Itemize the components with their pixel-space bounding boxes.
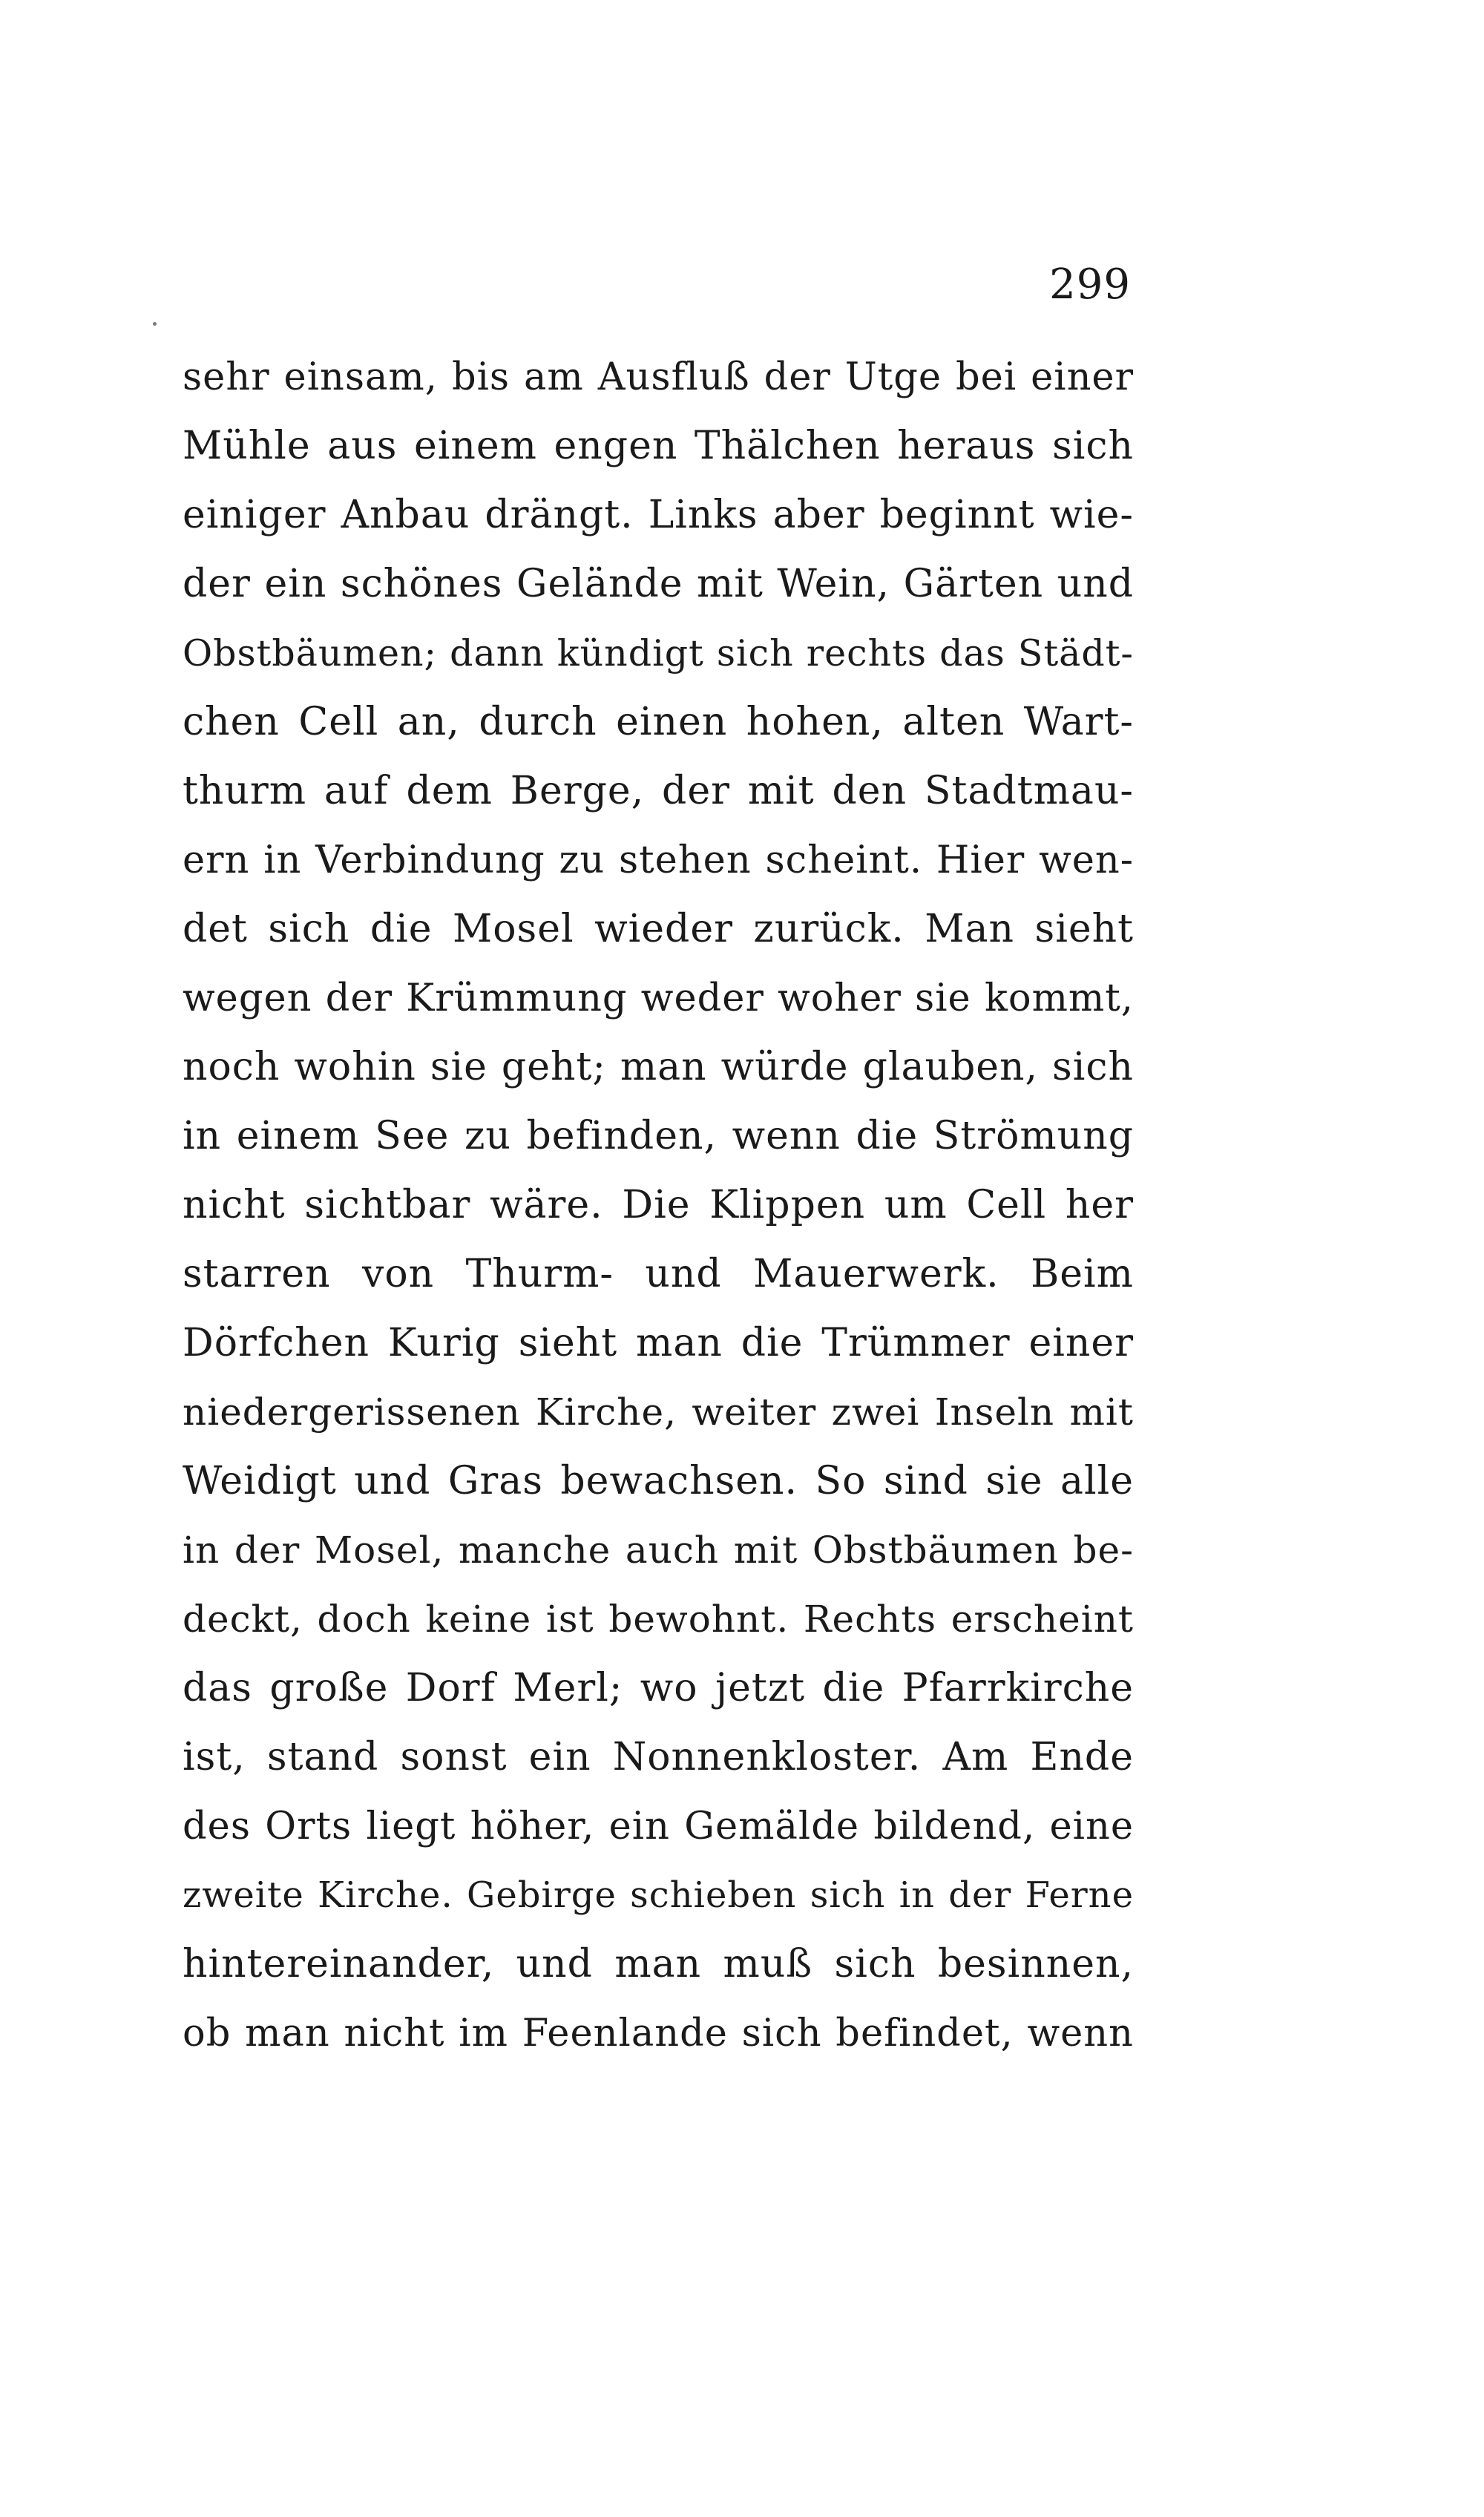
text-line: ist, stand sonst ein Nonnenkloster. Am Ende — [183, 1735, 1134, 1779]
text-line: Dörfchen Kurig sieht man die Trümmer einer — [183, 1321, 1134, 1365]
text-line: ob man nicht im Feenlande sich befindet, wenn — [183, 2012, 1134, 2055]
text-line: niedergerissenen Kirche, weiter zwei Inseln mit — [183, 1391, 1134, 1434]
text-line: des Orts liegt höher, ein Gemälde bildend, eine — [183, 1805, 1134, 1848]
text-line: wegen der Krümmung weder woher sie kommt, — [183, 977, 1134, 1020]
text-line: sehr einsam, bis am Ausfluß der Utge bei einer — [183, 355, 1134, 399]
text-line: das große Dorf Merl; wo jetzt die Pfarrkirche — [183, 1666, 1134, 1710]
text-line: in der Mosel, manche auch mit Obstbäumen be- — [183, 1529, 1134, 1572]
text-line: in einem See zu befinden, wenn die Strömung — [183, 1114, 1134, 1158]
text-line: det sich die Mosel wieder zurück. Man sieht — [183, 907, 1134, 951]
text-line: ern in Verbindung zu stehen scheint. Hier wen- — [183, 839, 1134, 882]
body-text — [183, 343, 1134, 2068]
text-line: Mühle aus einem engen Thälchen heraus sich — [183, 424, 1134, 468]
text-line: zweite Kirche. Gebirge schieben sich in der Ferne — [183, 1874, 1134, 1916]
text-line: thurm auf dem Berge, der mit den Stadtmau- — [183, 769, 1134, 813]
page-number: 299 — [1049, 260, 1131, 309]
text-line: deckt, doch keine ist bewohnt. Rechts erscheint — [183, 1598, 1134, 1641]
text-line: Weidigt und Gras bewachsen. So sind sie alle — [183, 1459, 1134, 1503]
text-line: einiger Anbau drängt. Links aber beginnt wie- — [183, 493, 1134, 537]
text-line: chen Cell an, durch einen hohen, alten Wart- — [183, 700, 1134, 744]
text-line: Obstbäumen; dann kündigt sich rechts das Städt- — [183, 632, 1134, 675]
text-line: noch wohin sie geht; man würde glauben, sich — [183, 1045, 1134, 1089]
scan-speck — [153, 322, 157, 326]
text-line: nicht sichtbar wäre. Die Klippen um Cell her — [183, 1183, 1134, 1227]
text-line: hintereinander, und man muß sich besinnen, — [183, 1942, 1134, 1986]
text-line: der ein schönes Gelände mit Wein, Gärten und — [183, 562, 1134, 606]
text-line: starren von Thurm- und Mauerwerk. Beim — [183, 1252, 1134, 1296]
